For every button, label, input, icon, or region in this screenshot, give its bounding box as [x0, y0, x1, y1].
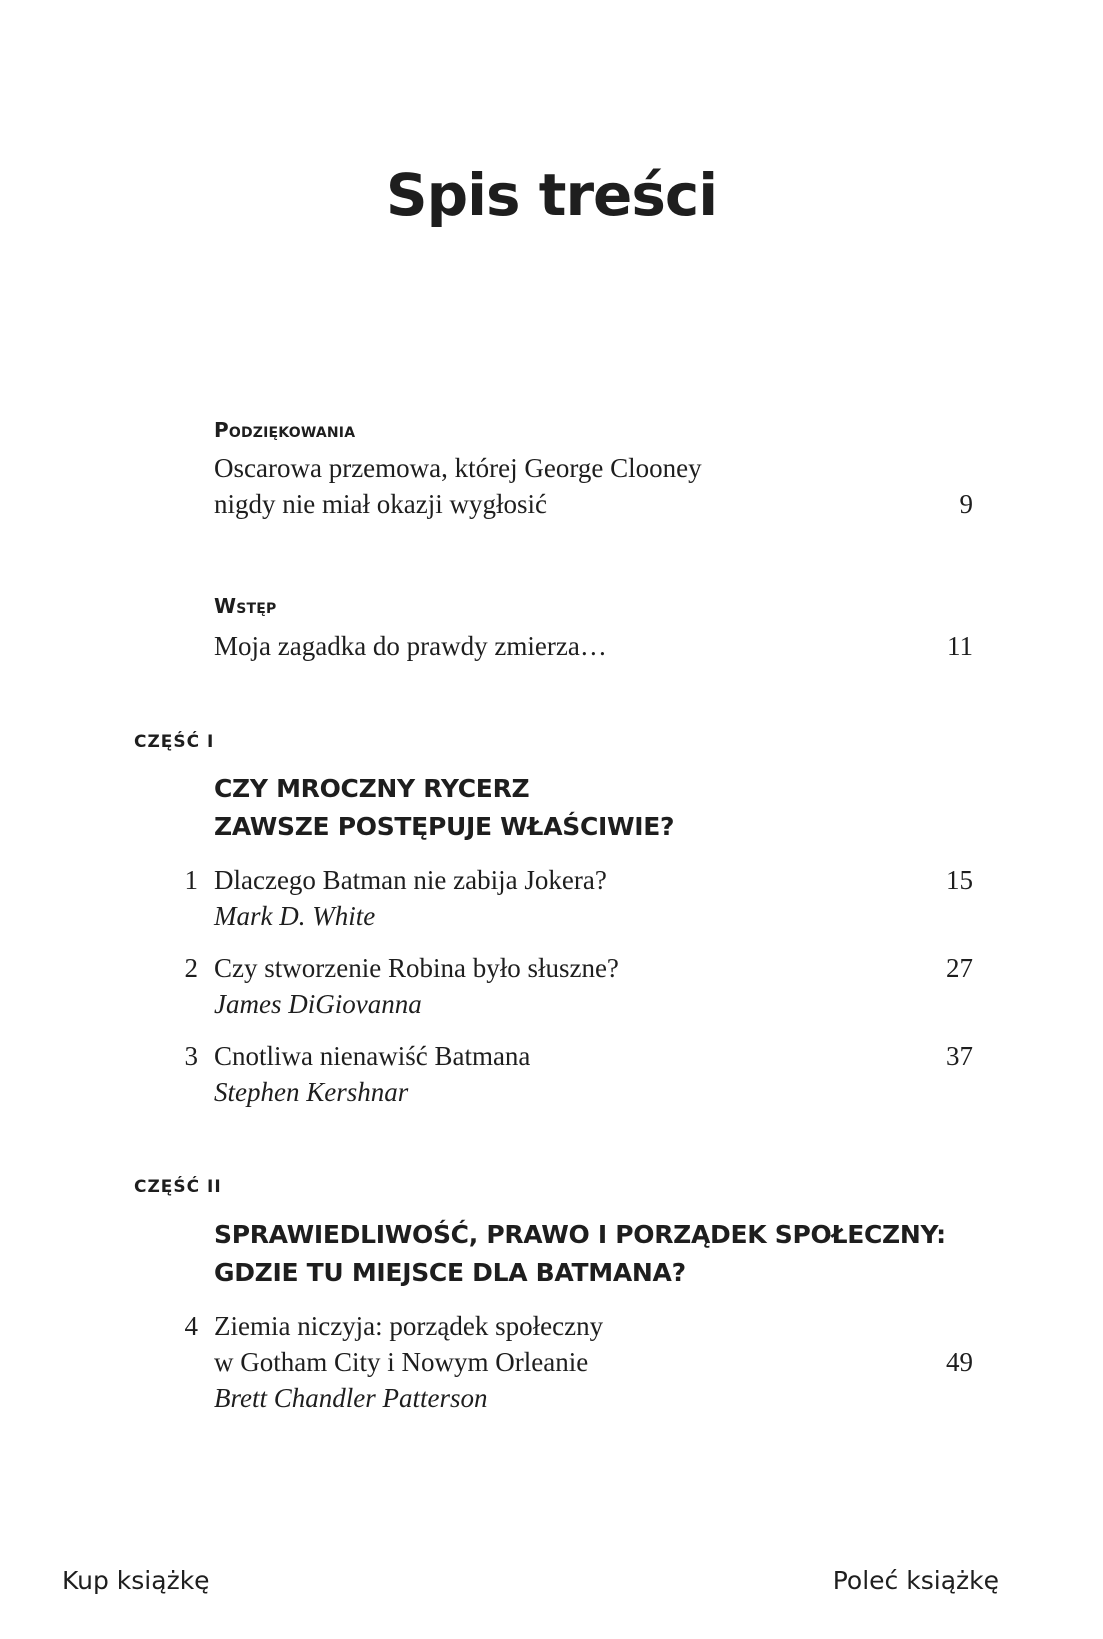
toc-page-number: 27 — [946, 953, 973, 983]
chapter-title: w Gotham City i Nowym Orleanie — [214, 1347, 589, 1377]
chapter-number: 2 — [184, 953, 198, 983]
chapter-title: Czy stworzenie Robina było słuszne? — [214, 953, 619, 983]
toc-heading-introduction: Wstęp — [214, 594, 277, 618]
chapter-title: Cnotliwa nienawiść Batmana — [214, 1041, 531, 1071]
part-label: CZĘŚĆ I — [134, 732, 215, 752]
recommend-book-link[interactable]: Poleć książkę — [832, 1566, 999, 1595]
toc-page-number: 11 — [947, 631, 973, 661]
toc-entry-line: nigdy nie miał okazji wygłosić — [214, 489, 547, 519]
page-title: Spis treści — [385, 161, 718, 229]
toc-entry-line: Moja zagadka do prawdy zmierza… — [214, 631, 607, 661]
part-title-line: GDZIE TU MIEJSCE DLA BATMANA? — [214, 1258, 686, 1287]
chapter-author: Mark D. White — [214, 901, 376, 931]
toc-page-number: 37 — [946, 1041, 973, 1071]
toc-entry-line: Oscarowa przemowa, której George Clooney — [214, 453, 702, 483]
part-label: CZĘŚĆ II — [134, 1177, 222, 1197]
chapter-number: 4 — [184, 1311, 198, 1341]
toc-heading-acknowledgements: Podziękowania — [214, 418, 356, 442]
part-title-line: CZY MROCZNY RYCERZ — [214, 774, 530, 803]
chapter-title: Ziemia niczyja: porządek społeczny — [214, 1311, 604, 1341]
buy-book-link[interactable]: Kup książkę — [62, 1566, 210, 1595]
chapter-number: 3 — [184, 1041, 198, 1071]
toc-page-number: 9 — [959, 489, 973, 519]
part-title-line: SPRAWIEDLIWOŚĆ, PRAWO I PORZĄDEK SPOŁECZNY: — [214, 1220, 946, 1249]
chapter-author: James DiGiovanna — [214, 989, 422, 1019]
chapter-number: 1 — [184, 865, 198, 895]
chapter-author: Stephen Kershnar — [214, 1077, 409, 1107]
toc-page-number: 15 — [946, 865, 973, 895]
chapter-title: Dlaczego Batman nie zabija Jokera? — [214, 865, 607, 895]
part-title-line: ZAWSZE POSTĘPUJE WŁAŚCIWIE? — [214, 812, 675, 841]
chapter-author: Brett Chandler Patterson — [214, 1383, 488, 1413]
toc-page-number: 49 — [946, 1347, 973, 1377]
